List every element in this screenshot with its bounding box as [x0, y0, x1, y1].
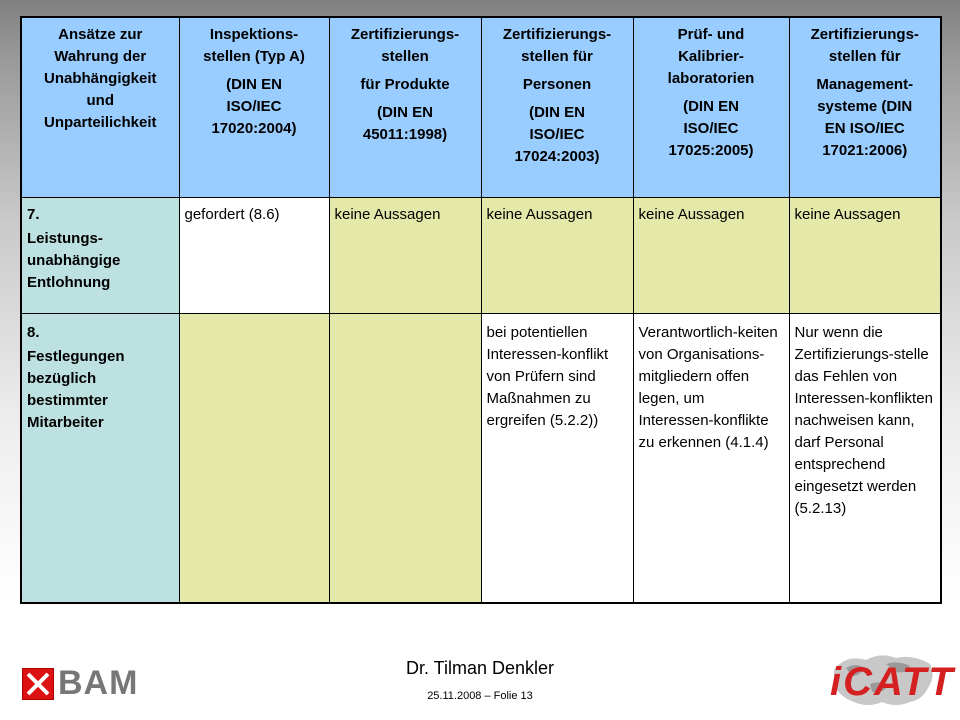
header-cell-personnel-certification: Zertifizierungs- stellen für Personen (DIN EN ISO/IEC 17024:2003) [481, 17, 633, 197]
table-row [21, 313, 941, 603]
header-row [21, 17, 941, 197]
bam-logo [22, 664, 152, 704]
icatt-logo [826, 650, 955, 710]
table-row [21, 197, 941, 313]
header-cell-product-certification: Zertifizierungs- stellen für Produkte (DIN EN 45011:1998) [329, 17, 481, 197]
table-cell: gefordert (8.6) [179, 197, 329, 313]
table-cell [179, 313, 329, 603]
bam-logo-text: BAM [58, 664, 139, 702]
table-cell: keine Aussagen [633, 197, 789, 313]
icatt-logo-text: iCATT [830, 660, 955, 704]
footer-author: Dr. Tilman Denkler [405, 658, 555, 678]
table-cell: bei potentiellen Interessen-konflikt von Prüfern sind Maßnahmen zu ergreifen (5.2.2)) [481, 313, 633, 603]
table-cell: keine Aussagen [481, 197, 633, 313]
footer-date-slide: 25.11.2008 – Folie 13 [427, 690, 533, 702]
bam-x-icon [22, 668, 54, 700]
comparison-table [20, 16, 942, 604]
table-cell: Verantwortlich-keiten von Organisations-mitgliedern offen legen, um Interessen-konflikte zu erkennen (4.1.4) [633, 313, 789, 603]
header-cell-approaches: Ansätze zur Wahrung der Unabhängigkeit und Unparteilichkeit [21, 17, 179, 197]
table-cell: keine Aussagen [329, 197, 481, 313]
header-cell-inspection-bodies: Inspektions- stellen (Typ A) (DIN EN ISO/IEC 17020:2004) [179, 17, 329, 197]
header-cell-management-systems: Zertifizierungs- stellen für Management- systeme (DIN EN ISO/IEC 17021:2006) [789, 17, 941, 197]
table-cell: keine Aussagen [789, 197, 941, 313]
row-head-7: 7. Leistungs-unabhängige Entlohnung [21, 197, 179, 313]
table-cell [329, 313, 481, 603]
row-head-8: 8. Festlegungen bezüglich bestimmter Mitarbeiter [21, 313, 179, 603]
table-cell: Nur wenn die Zertifizierungs-stelle das Fehlen von Interessen-konflikten nachweisen kann, darf Personal entsprechend eingesetzt werden (5.2.13) [789, 313, 941, 603]
header-cell-laboratories: Prüf- und Kalibrier- laboratorien (DIN EN ISO/IEC 17025:2005) [633, 17, 789, 197]
